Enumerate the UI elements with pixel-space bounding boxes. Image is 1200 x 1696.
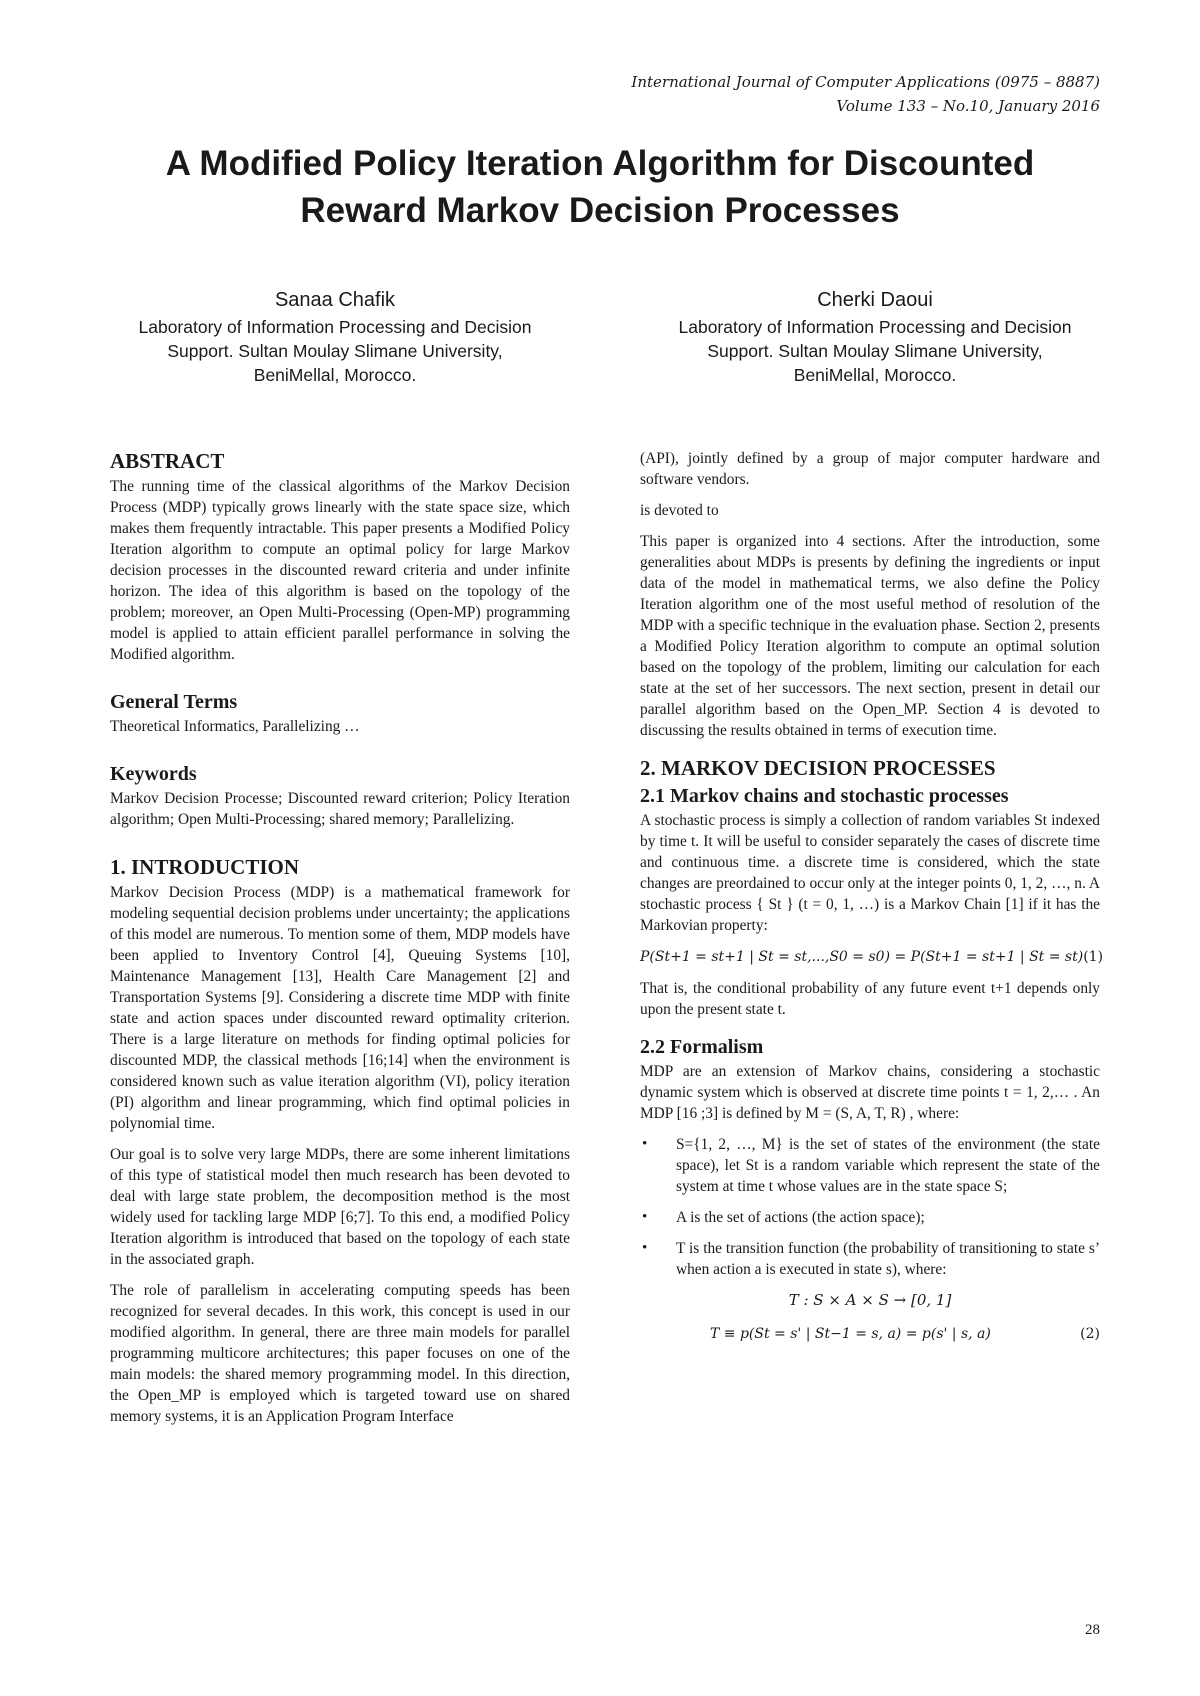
author-name: Sanaa Chafik <box>274 289 396 311</box>
introduction-paragraph: Markov Decision Process (MDP) is a mathematical framework for modeling sequential decision problems under uncertainty; the applications of this model are numerous. To mention some of them, MDP models have been applied to Inventory Control [4], Queuing Systems [10], Maintenance Management [13], Health Care Management [2] and Transportation Systems [9]. Considering a discrete time MDP with finite state and action spaces under discounted reward optimality criterion. There is a large literature on methods for finding optimal policies for discounted MDP, the classical methods [16;14] when the environment is considered known such as value iteration algorithm (VI), policy iteration (PI) algorithm and linear programming, which find optimal policies in polynomial time. <box>110 884 570 1132</box>
equation-2 <box>640 1323 1100 1345</box>
stochastic-paragraph: A stochastic process is simply a collection of random variables St indexed by time t. It will be useful to consider separately the cases of discrete time and continuous time. a discrete time is considered, which the state changes are preordained to occur only at the integer points 0, 1, 2, …, n. A stochastic process { St } (t = 0, 1, …) is a Markov Chain [1] if it has the Markovian property: <box>640 812 1100 934</box>
general-terms-heading: General Terms <box>110 691 238 713</box>
equation-1-body: P(St+1 = st+1 | St = st,...,S0 = s0) = P(St+1 = st+1 | St = st) <box>640 949 1084 965</box>
journal-header <box>631 70 1100 118</box>
author-affiliation-line: BeniMellal, Morocco. <box>253 365 417 385</box>
author-affiliation-line: Support. Sultan Moulay Slimane University, <box>707 341 1043 361</box>
abstract-text: The running time of the classical algorithms of the Markov Decision Process (MDP) typically grows linearly with the state space size, which makes them frequently intractable. This paper presents a Modified Policy Iteration algorithm to compute an optimal policy for large Markov decision processes in the discounted reward criteria and under infinite horizon. The idea of this algorithm is based on the topology of the problem; moreover, an Open Multi-Processing (Open-MP) programming model is applied to attain efficient parallel performance in solving the Modified algorithm. <box>110 478 570 663</box>
keywords-text: Markov Decision Processe; Discounted reward criterion; Policy Iteration algorithm; Open Multi-Processing; shared memory; Parallelizing. <box>110 790 570 828</box>
paper-title <box>60 140 1140 234</box>
introduction-heading: 1. INTRODUCTION <box>110 855 300 879</box>
mdp-section-heading: 2. MARKOV DECISION PROCESSES <box>640 756 996 780</box>
introduction-paragraph: Our goal is to solve very large MDPs, there are some inherent limitations of this type of statistical model then much research has been devoted to deal with large state problem, the decomposition method is the most widely used for tackling large MDP [6;7]. To this end, a modified Policy Iteration algorithm is introduced that based on the topology of each state in the associated graph. <box>110 1146 570 1268</box>
author-name: Cherki Daoui <box>817 289 933 311</box>
right-column <box>640 448 1104 1355</box>
author-affiliation-line: Support. Sultan Moulay Slimane University, <box>167 341 503 361</box>
equation-1-number: (1) <box>1083 949 1104 965</box>
author-affiliation-line: Laboratory of Information Processing and Decision <box>138 317 532 337</box>
author-affiliation-line: Laboratory of Information Processing and Decision <box>678 317 1072 337</box>
left-column <box>110 448 570 1437</box>
formalism-paragraph: MDP are an extension of Markov chains, considering a stochastic dynamic system which is observed at discrete time points t = 1, 2,… . An MDP [16 ;3] is defined by M = (S, A, T, R) , where: <box>640 1063 1100 1122</box>
transition-function-signature: T : S × A × S → [0, 1] <box>788 1291 952 1309</box>
list-item: • A is the set of actions (the action space); <box>640 1207 1100 1228</box>
journal-volume: Volume 133 – No.10, January 2016 <box>836 97 1100 115</box>
mdp-components-list <box>640 1134 1100 1280</box>
markov-chains-subheading: 2.1 Markov chains and stochastic processes <box>640 785 1009 807</box>
author-affiliation-line: BeniMellal, Morocco. <box>793 365 957 385</box>
general-terms-text: Theoretical Informatics, Parallelizing … <box>110 718 360 735</box>
journal-name: International Journal of Computer Applications (0975 – 8887) <box>631 73 1100 91</box>
equation-2-body: T ≡ p(St = s' | St−1 = s, a) = p(s' | s, a) <box>710 1326 991 1342</box>
author-block-2 <box>640 287 1110 387</box>
formalism-subheading: 2.2 Formalism <box>640 1036 764 1058</box>
abstract-heading: ABSTRACT <box>110 449 225 473</box>
equation-2-number: (2) <box>1080 1326 1100 1342</box>
author-block-1 <box>100 287 570 387</box>
api-paragraph: (API), jointly defined by a group of major computer hardware and software vendors. <box>640 450 1100 488</box>
keywords-heading: Keywords <box>110 763 197 785</box>
devoted-fragment: is devoted to <box>640 502 719 519</box>
title-line-2: Reward Markov Decision Processes <box>300 191 900 230</box>
title-line-1: A Modified Policy Iteration Algorithm for Discounted <box>165 144 1035 183</box>
list-item: • T is the transition function (the probability of transitioning to state s’ when action a is executed in state s), where: <box>640 1238 1100 1280</box>
list-item: • S={1, 2, …, M} is the set of states of the environment (the state space), let St is a random variable which represent the state of the system at time t whose values are in the state space S; <box>640 1134 1100 1197</box>
equation-1 <box>640 946 1104 968</box>
page-number: 28 <box>1085 1622 1100 1638</box>
organization-paragraph: This paper is organized into 4 sections. After the introduction, some generalities about MDPs is presents by defining the ingredients or input data of the model in mathematical terms, we also define the Policy Iteration algorithm one of the most useful method of resolution of the MDP with a specific technique in the evaluation phase. Section 2, presents a Modified Policy Iteration algorithm to compute an optimal solution based on the topology of the problem, limiting our calculation for each state at the set of her successors. The next section, present in detail our parallel algorithm based on the Open_MP. Section 4 is devoted to discussing the results obtained in terms of execution time. <box>640 533 1100 739</box>
that-is-paragraph: That is, the conditional probability of any future event t+1 depends only upon the present state t. <box>640 980 1100 1018</box>
introduction-paragraph: The role of parallelism in accelerating computing speeds has been recognized for several decades. In this work, this concept is used in our modified algorithm. In general, there are three main models for parallel programming multicore architectures; this paper focuses on one of the main models: the shared memory programming model. In this direction, the Open_MP is employed which is targeted toward use on shared memory systems, it is an Application Program Interface <box>110 1282 570 1425</box>
